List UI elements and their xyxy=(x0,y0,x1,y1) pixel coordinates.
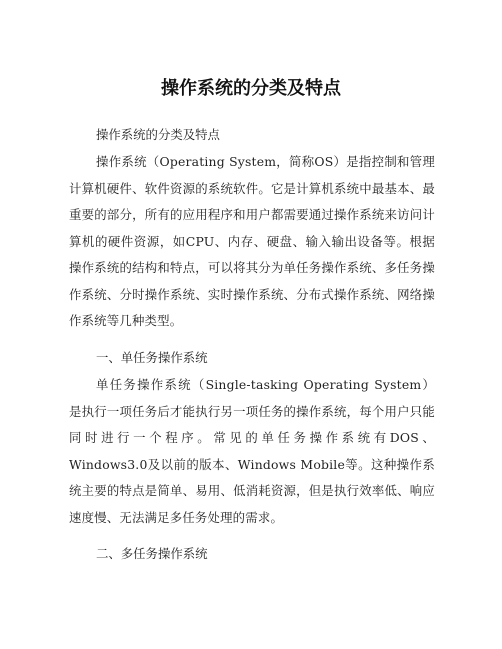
section-heading-single-task: 一、单任务操作系统 xyxy=(96,350,208,365)
section-heading-multi-task: 二、多任务操作系统 xyxy=(96,546,208,561)
document-subtitle: 操作系统的分类及特点 xyxy=(96,127,220,142)
document-title: 操作系统的分类及特点 xyxy=(161,78,341,99)
section-body-single-task: 单任务操作系统（Single-tasking Operating System）是执行一项任务后才能执行另一项任务的操作系统，每个用户只能同时进行一个程序。常见的单任务操作系统有DOS、Windows3.0及以前的版本、Windows Mobile等。这种操作系统主要的特点是简单、易用、低消耗资源，但是执行效率低、响应速度慢、无法满足多任务处理的需求。 xyxy=(69,377,435,525)
intro-paragraph: 操作系统（Operating System，简称OS）是指控制和管理计算机硬件、软件资源的系统软件。它是计算机系统中最基本、最重要的部分，所有的应用程序和用户都需要通过操作系统来访问计算机的硬件资源，如CPU、内存、硬盘、输入输出设备等。根据操作系统的结构和特点，可以将其分为单任务操作系统、多任务操作系统、分时操作系统、实时操作系统、分布式操作系统、网络操作系统等几种类型。 xyxy=(69,154,435,328)
